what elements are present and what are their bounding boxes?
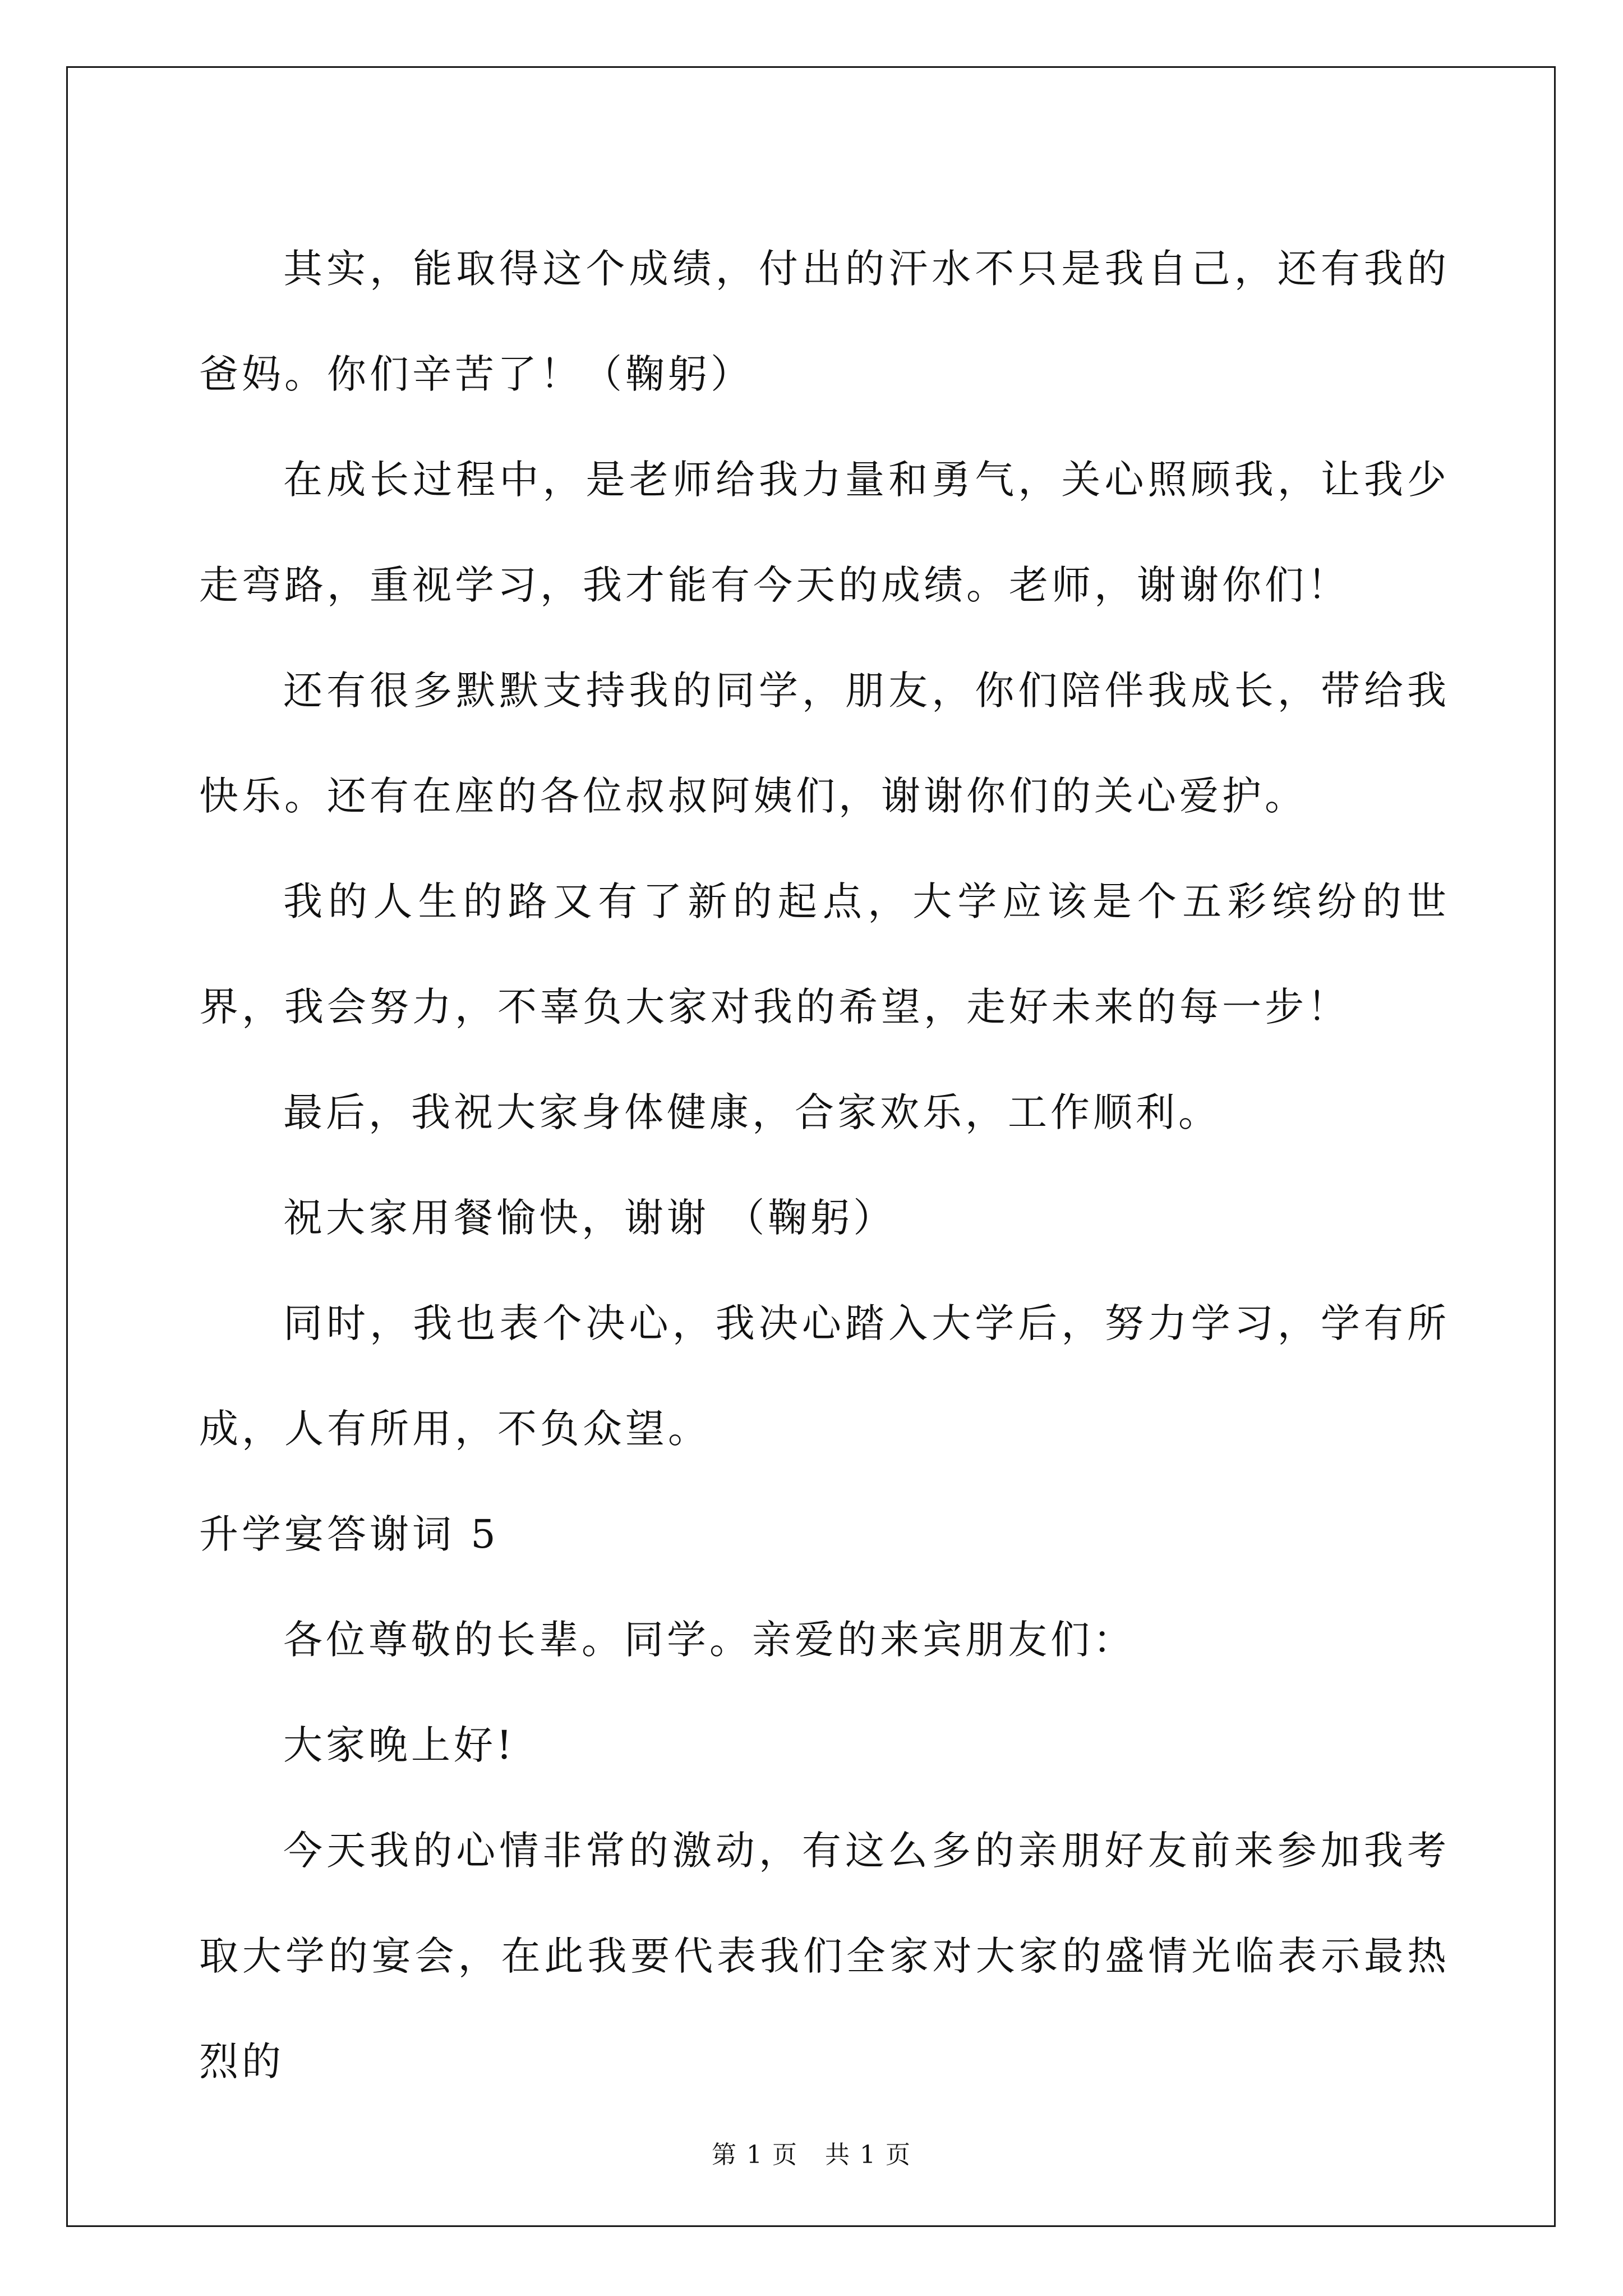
paragraph: 各位尊敬的长辈。同学。亲爱的来宾朋友们： [283,1617,1136,1663]
page-total: 共 1 页 [825,2141,911,2169]
paragraph: 还有很多默默支持我的同学，朋友，你们陪伴我成长，带给我快乐。还有在座的各位叔叔阿姨们，谢谢你们的关心爱护。 [199,668,1450,819]
paragraph: 大家晚上好! [283,1722,516,1768]
paragraph: 祝大家用餐愉快，谢谢 （鞠躬） [283,1195,896,1241]
paragraph: 在成长过程中，是老师给我力量和勇气，关心照顾我，让我少走弯路，重视学习，我才能有今天的成绩。老师，谢谢你们！ [199,457,1450,608]
page-footer [0,2134,1623,2170]
page-number: 第 1 页 [712,2141,798,2169]
paragraph: 同时，我也表个决心，我决心踏入大学后，努力学习，学有所成，人有所用，不负众望。 [199,1300,1450,1452]
paragraph: 我的人生的路又有了新的起点，大学应该是个五彩缤纷的世界，我会努力，不辜负大家对我的希望，走好未来的每一步！ [199,878,1450,1030]
paragraph: 今天我的心情非常的激动，有这么多的亲朋好友前来参加我考取大学的宴会，在此我要代表我们全家对大家的盛情光临表示最热烈的 [199,1828,1450,2085]
paragraph: 其实，能取得这个成绩，付出的汗水不只是我自己，还有我的爸妈。你们辛苦了！（鞠躬） [199,246,1450,397]
paragraph: 最后，我祝大家身体健康，合家欢乐，工作顺利。 [283,1089,1221,1135]
document-body [199,216,1450,2114]
section-heading: 升学宴答谢词 5 [199,1511,499,1557]
